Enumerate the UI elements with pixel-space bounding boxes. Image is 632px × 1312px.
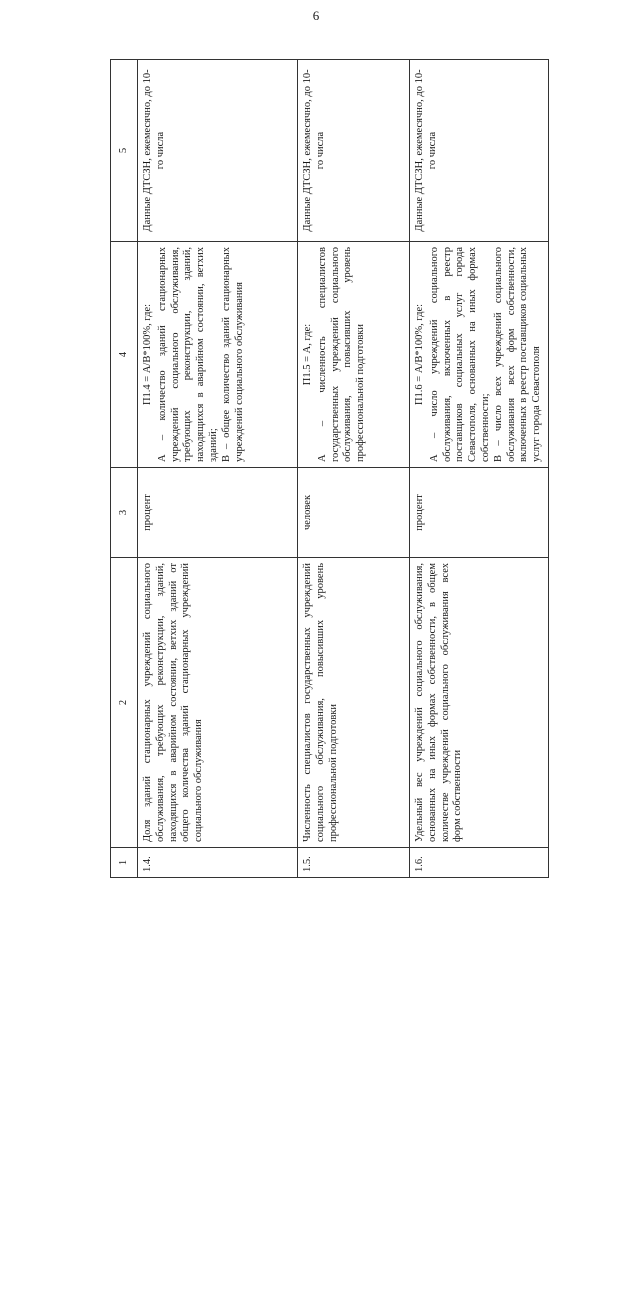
column-header: 3 (111, 468, 138, 558)
calculation-formula (138, 242, 298, 468)
data-source: Данные ДТСЗН, ежемесячно, до 10-го числа (298, 60, 410, 242)
indicator-name: Доля зданий стационарных учреждений социального обслуживания, требующих реконструкции, зданий, находящихся в аварийном состоянии, ветхих зданий от общего количества зданий стационарных учреждений социального обслуживания (138, 558, 298, 848)
calculation-formula (410, 242, 549, 468)
data-source: Данные ДТСЗН, ежемесячно, до 10-го числа (138, 60, 298, 242)
formula-variable: А – численность специалистов государственных учреждений социального обслуживания, повысивших уровень профессиональной подготовки (316, 247, 367, 462)
column-header: 5 (111, 60, 138, 242)
column-header: 4 (111, 242, 138, 468)
indicator-name: Численность специалистов государственных учреждений социального обслуживания, повысивших уровень профессиональной подготовки (298, 558, 410, 848)
formula-expression: П1.6 = А/В*100%, где: (414, 303, 425, 406)
rotated-table-wrapper (110, 69, 632, 1312)
row-number: 1.5. (298, 848, 410, 878)
formula-variable: В – общее количество зданий стационарных учреждений социального обслуживания (220, 247, 245, 462)
indicators-table (110, 60, 544, 878)
formula-expression: П1.5 = А, где: (302, 323, 313, 386)
unit-of-measure: процент (410, 468, 549, 558)
row-number: 1.6. (410, 848, 549, 878)
data-source: Данные ДТСЗН, ежемесячно, до 10-го числа (410, 60, 549, 242)
formula-variable: А – количество зданий стационарных учреждений социального обслуживания, требующих реконструкции, зданий, находящихся в аварийном состоянии, ветхих зданий; (156, 247, 219, 462)
column-header: 1 (111, 848, 138, 878)
column-header: 2 (111, 558, 138, 848)
table-row (138, 60, 298, 878)
row-number: 1.4. (138, 848, 298, 878)
calculation-formula (298, 242, 410, 468)
formula-expression: П1.4 = А/В*100%, где: (142, 303, 153, 406)
table-header-row (111, 60, 138, 878)
formula-variable: А – число учреждений социального обслуживания, включенных в реестр поставщиков социальных услуг города Севастополя, основанных на иных формах собственности; (428, 247, 491, 462)
formula-variable: В – число всех учреждений социального обслуживания всех форм собственности, включенных в реестр поставщиков социальных услуг города Севастополя (492, 247, 543, 462)
page-number: 6 (312, 8, 320, 23)
table-row (410, 60, 549, 878)
unit-of-measure: процент (138, 468, 298, 558)
indicator-name: Удельный вес учреждений социального обслуживания, основанных на иных формах собственности, в общем количестве учреждений социального обслуживания всех форм собственности (410, 558, 549, 848)
unit-of-measure: человек (298, 468, 410, 558)
table-row (298, 60, 410, 878)
